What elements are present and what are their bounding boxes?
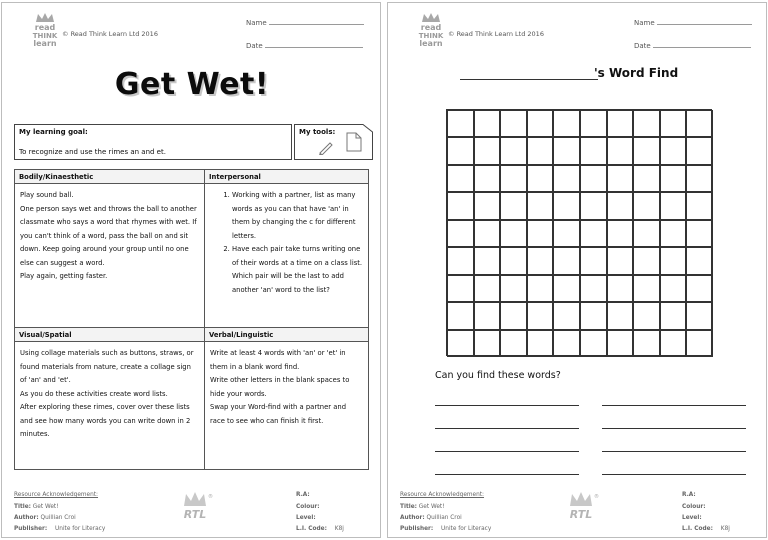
grid-cell[interactable] [660, 137, 687, 164]
grid-cell[interactable] [660, 302, 687, 329]
grid-cell[interactable] [447, 302, 474, 329]
page-title: Get Wet! [114, 67, 270, 102]
grid-cell[interactable] [447, 192, 474, 219]
ack-heading: Resource Acknowledgement: [14, 492, 99, 498]
grid-cell[interactable] [633, 137, 660, 164]
grid-cell[interactable] [447, 137, 474, 164]
name-field[interactable] [634, 19, 752, 27]
ack-ra-label: R.A: [296, 492, 310, 498]
learning-goal-heading: My learning goal: [19, 128, 88, 136]
grid-cell[interactable] [553, 220, 580, 247]
rtl-logo: RTL ® [180, 490, 214, 526]
ack-ra-label: R.A: [682, 492, 696, 498]
grid-cell[interactable] [474, 302, 501, 329]
grid-cell[interactable] [447, 275, 474, 302]
grid-cell[interactable] [686, 220, 713, 247]
copyright-text: © Read Think Learn Ltd 2016 [62, 30, 158, 38]
section-text: One person says wet and throws the ball to another classmate who says a word that rhymes with wet. If you can't think of a word, pass the ball on and sit down. Keep going around your group until no one else can suggest a word. [20, 204, 197, 267]
answer-line[interactable] [602, 428, 746, 429]
grid-cell[interactable] [660, 192, 687, 219]
grid-cell[interactable] [660, 165, 687, 192]
section-heading: Visual/Spatial [15, 328, 204, 342]
grid-cell[interactable] [474, 110, 501, 137]
grid-cell[interactable] [527, 275, 554, 302]
grid-cell[interactable] [527, 220, 554, 247]
ack-author-label: Author: [14, 515, 39, 521]
ack-author-value: Quillian Croi [40, 515, 76, 521]
grid-cell[interactable] [527, 110, 554, 137]
grid-cell[interactable] [660, 275, 687, 302]
grid-cell[interactable] [660, 330, 687, 357]
section-text: After exploring these rimes, cover over these lists and see how many words you can write down in 2 minutes. [20, 403, 191, 438]
word-find-title-text: 's Word Find [594, 66, 679, 80]
answer-line[interactable] [602, 451, 746, 452]
grid-cell[interactable] [580, 275, 607, 302]
grid-cell[interactable] [447, 247, 474, 274]
ack-title-label: Title: [14, 504, 31, 510]
grid-cell[interactable] [607, 137, 634, 164]
answer-line[interactable] [602, 474, 746, 475]
section-text: As you do these activities create word lists. [20, 389, 168, 398]
ack-publisher-label: Publisher: [400, 526, 434, 532]
grid-cell[interactable] [500, 110, 527, 137]
section-heading: Verbal/Linguistic [205, 328, 368, 342]
grid-cell[interactable] [633, 220, 660, 247]
ack-publisher-label: Publisher: [14, 526, 48, 532]
activity-grid [14, 169, 369, 470]
section-heading: Bodily/Kinaesthetic [15, 170, 204, 184]
ack-publisher-value: Unite for Literacy [441, 526, 492, 532]
name-field[interactable] [246, 19, 364, 27]
grid-cell[interactable] [607, 110, 634, 137]
section-text: Swap your Word-find with a partner and race to see who can finish it first. [210, 403, 347, 425]
grid-cell[interactable] [686, 110, 713, 137]
ack-li-label: L.I. Code: [682, 526, 713, 532]
grid-cell[interactable] [500, 330, 527, 357]
section-text: Write at least 4 words with 'an' or 'et' in them in a blank word find. [210, 349, 346, 371]
grid-cell[interactable] [580, 165, 607, 192]
verbal-linguistic-section [205, 328, 368, 469]
grid-cell[interactable] [686, 302, 713, 329]
crown-icon [421, 13, 451, 23]
name-label: Name [246, 19, 267, 27]
grid-cell[interactable] [447, 330, 474, 357]
paper-icon [346, 132, 362, 152]
name-label: Name [634, 19, 655, 27]
ack-author-value: Quillian Croi [426, 515, 462, 521]
grid-cell[interactable] [527, 192, 554, 219]
answer-line[interactable] [435, 474, 579, 475]
section-text: Write other letters in the blank spaces to hide your words. [210, 376, 350, 398]
ack-title-label: Title: [400, 504, 417, 510]
grid-cell[interactable] [633, 165, 660, 192]
ack-title-value: Get Wet! [418, 504, 445, 510]
grid-cell[interactable] [607, 247, 634, 274]
ack-colour-label: Colour: [296, 504, 320, 510]
grid-cell[interactable] [686, 330, 713, 357]
grid-cell[interactable] [686, 192, 713, 219]
grid-cell[interactable] [447, 110, 474, 137]
grid-cell[interactable] [660, 220, 687, 247]
grid-cell[interactable] [553, 192, 580, 219]
grid-cell[interactable] [553, 302, 580, 329]
grid-cell[interactable] [580, 220, 607, 247]
grid-cell[interactable] [500, 192, 527, 219]
tools-box [294, 124, 373, 160]
grid-cell[interactable] [553, 330, 580, 357]
list-item: 1. Working with a partner, list as many words as you can that have 'an' in them by changing the c for different letters. [232, 189, 363, 243]
grid-cell[interactable] [580, 302, 607, 329]
grid-cell[interactable] [527, 165, 554, 192]
grid-cell[interactable] [474, 247, 501, 274]
crown-icon [180, 490, 210, 508]
grid-cell[interactable] [580, 247, 607, 274]
grid-cell[interactable] [474, 330, 501, 357]
word-find-grid[interactable] [446, 109, 712, 356]
ack-heading: Resource Acknowledgement: [400, 492, 485, 498]
crown-icon [566, 490, 596, 508]
grid-cell[interactable] [474, 137, 501, 164]
grid-cell[interactable] [607, 302, 634, 329]
grid-cell[interactable] [500, 302, 527, 329]
grid-cell[interactable] [500, 220, 527, 247]
grid-cell[interactable] [527, 247, 554, 274]
copyright-text: © Read Think Learn Ltd 2016 [448, 30, 544, 38]
interpersonal-section [205, 170, 368, 327]
date-label: Date [246, 42, 263, 50]
grid-cell[interactable] [633, 275, 660, 302]
section-heading: Interpersonal [205, 170, 368, 184]
answer-line[interactable] [602, 405, 746, 406]
grid-cell[interactable] [607, 192, 634, 219]
grid-cell[interactable] [580, 137, 607, 164]
grid-cell[interactable] [580, 192, 607, 219]
grid-cell[interactable] [527, 137, 554, 164]
find-words-prompt: Can you find these words? [435, 370, 561, 381]
ack-li-value: K8j [334, 526, 344, 532]
grid-cell[interactable] [500, 275, 527, 302]
section-text: Using collage materials such as buttons, straws, or found materials from nature, create a collage sign of 'an' and 'et'. [20, 349, 194, 384]
ack-author-label: Author: [400, 515, 425, 521]
ack-level-label: Level: [296, 515, 316, 521]
answer-line[interactable] [435, 451, 579, 452]
grid-cell[interactable] [607, 275, 634, 302]
learning-goal-text: To recognize and use the rimes an and et. [19, 148, 166, 156]
answer-line[interactable] [435, 428, 579, 429]
list-item: 2. Have each pair take turns writing one of their words at a time on a class list. Which pair will be the last to add another 'an' word to the list? [232, 243, 363, 297]
answer-line[interactable] [435, 405, 579, 406]
crown-icon [35, 13, 65, 23]
grid-cell[interactable] [686, 247, 713, 274]
word-find-page [387, 2, 767, 538]
tools-heading: My tools: [299, 128, 336, 136]
ack-publisher-value: Unite for Literacy [55, 526, 106, 532]
grid-cell[interactable] [474, 165, 501, 192]
date-label: Date [634, 42, 651, 50]
grid-cell[interactable] [633, 110, 660, 137]
ack-colour-label: Colour: [682, 504, 706, 510]
ack-level-label: Level: [682, 515, 702, 521]
grid-cell[interactable] [660, 110, 687, 137]
grid-cell[interactable] [527, 330, 554, 357]
grid-cell[interactable] [633, 247, 660, 274]
grid-cell[interactable] [633, 302, 660, 329]
grid-cell[interactable] [607, 330, 634, 357]
grid-cell[interactable] [633, 330, 660, 357]
grid-cell[interactable] [474, 275, 501, 302]
grid-cell[interactable] [686, 137, 713, 164]
grid-cell[interactable] [633, 192, 660, 219]
read-think-learn-logo: read THINK learn [30, 13, 60, 53]
ack-title-value: Get Wet! [32, 504, 59, 510]
owner-name-line[interactable] [460, 79, 598, 80]
section-text: Play again, getting faster. [20, 272, 108, 280]
grid-cell[interactable] [500, 247, 527, 274]
grid-cell[interactable] [553, 275, 580, 302]
grid-cell[interactable] [500, 165, 527, 192]
date-field[interactable] [634, 42, 751, 50]
grid-cell[interactable] [553, 247, 580, 274]
grid-cell[interactable] [553, 110, 580, 137]
date-field[interactable] [246, 42, 363, 50]
grid-cell[interactable] [447, 220, 474, 247]
section-text: Play sound ball. [20, 191, 74, 199]
pencil-icon [318, 141, 334, 155]
grid-cell[interactable] [607, 165, 634, 192]
grid-cell[interactable] [660, 247, 687, 274]
ack-li-label: L.I. Code: [296, 526, 327, 532]
bodily-kinaesthetic-section [15, 170, 204, 327]
grid-cell[interactable] [607, 220, 634, 247]
grid-cell[interactable] [553, 165, 580, 192]
word-find-title [460, 65, 700, 81]
grid-cell[interactable] [580, 330, 607, 357]
learning-goal-box [14, 124, 292, 160]
grid-cell[interactable] [474, 192, 501, 219]
grid-cell[interactable] [580, 110, 607, 137]
grid-cell[interactable] [553, 137, 580, 164]
ack-li-value: K8j [720, 526, 730, 532]
visual-spatial-section [15, 328, 204, 469]
grid-cell[interactable] [686, 275, 713, 302]
grid-cell[interactable] [686, 165, 713, 192]
grid-cell[interactable] [500, 137, 527, 164]
lesson-page [1, 2, 381, 538]
read-think-learn-logo: read THINK learn [416, 13, 446, 53]
rtl-logo: RTL ® [566, 490, 600, 526]
grid-cell[interactable] [474, 220, 501, 247]
grid-cell[interactable] [527, 302, 554, 329]
grid-cell[interactable] [447, 165, 474, 192]
